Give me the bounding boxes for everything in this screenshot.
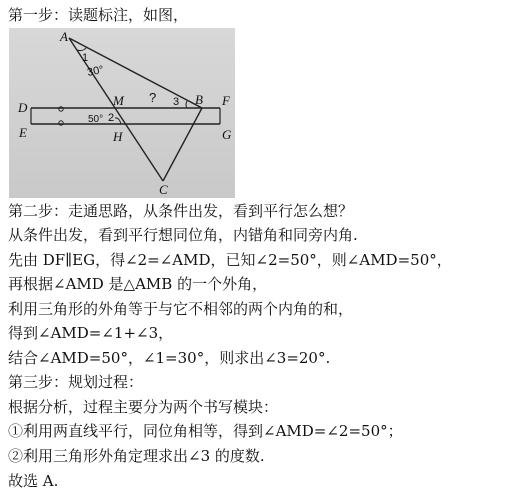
text-line: 从条件出发，看到平行想同位角，内错角和同旁内角. bbox=[8, 226, 358, 244]
label-d: D bbox=[18, 100, 28, 115]
text-line: 结合∠AMD=50°，∠1=30°，则求出∠3=20°. bbox=[8, 349, 331, 367]
text-line: 先由 DF∥EG，得∠2=∠AMD，已知∠2=50°，则∠AMD=50°， bbox=[8, 251, 452, 269]
label-f: F bbox=[222, 93, 230, 108]
text-line: 第二步：走通思路，从条件出发，看到平行怎么想？ bbox=[8, 202, 354, 220]
angle-50-label: 50° bbox=[88, 114, 104, 125]
label-c: C bbox=[159, 182, 168, 197]
text-line: 得到∠AMD=∠1+∠3， bbox=[8, 324, 174, 342]
angle-3-label: 3 bbox=[173, 96, 180, 108]
text-line: 第三步：规划过程： bbox=[8, 373, 144, 391]
angle-question-label: ? bbox=[149, 90, 157, 105]
angle-2-label: 2 bbox=[108, 112, 115, 124]
text-line: 利用三角形的外角等于与它不相邻的两个内角的和， bbox=[8, 300, 354, 318]
geometry-figure bbox=[9, 28, 235, 198]
text-line: 故选 A. bbox=[8, 472, 59, 490]
label-e: E bbox=[19, 125, 27, 140]
label-a: A bbox=[60, 29, 68, 44]
label-b: B bbox=[195, 92, 203, 107]
text-line: ①利用两直线平行，同位角相等，得到∠AMD=∠2=50°； bbox=[8, 422, 403, 440]
label-m: M bbox=[113, 93, 124, 108]
figure-background bbox=[9, 28, 235, 198]
text-line: ②利用三角形外角定理求出∠3 的度数. bbox=[8, 447, 265, 465]
label-g: G bbox=[222, 127, 232, 142]
step1-heading: 第一步：读题标注，如图， bbox=[8, 6, 189, 24]
label-h: H bbox=[113, 129, 123, 144]
text-line: 再根据∠AMD 是△AMB 的一个外角， bbox=[8, 275, 268, 293]
angle-30-label: 30° bbox=[86, 63, 105, 79]
text-line: 根据分析，过程主要分为两个书写模块： bbox=[8, 398, 279, 416]
angle-1-label: 1 bbox=[82, 52, 89, 64]
